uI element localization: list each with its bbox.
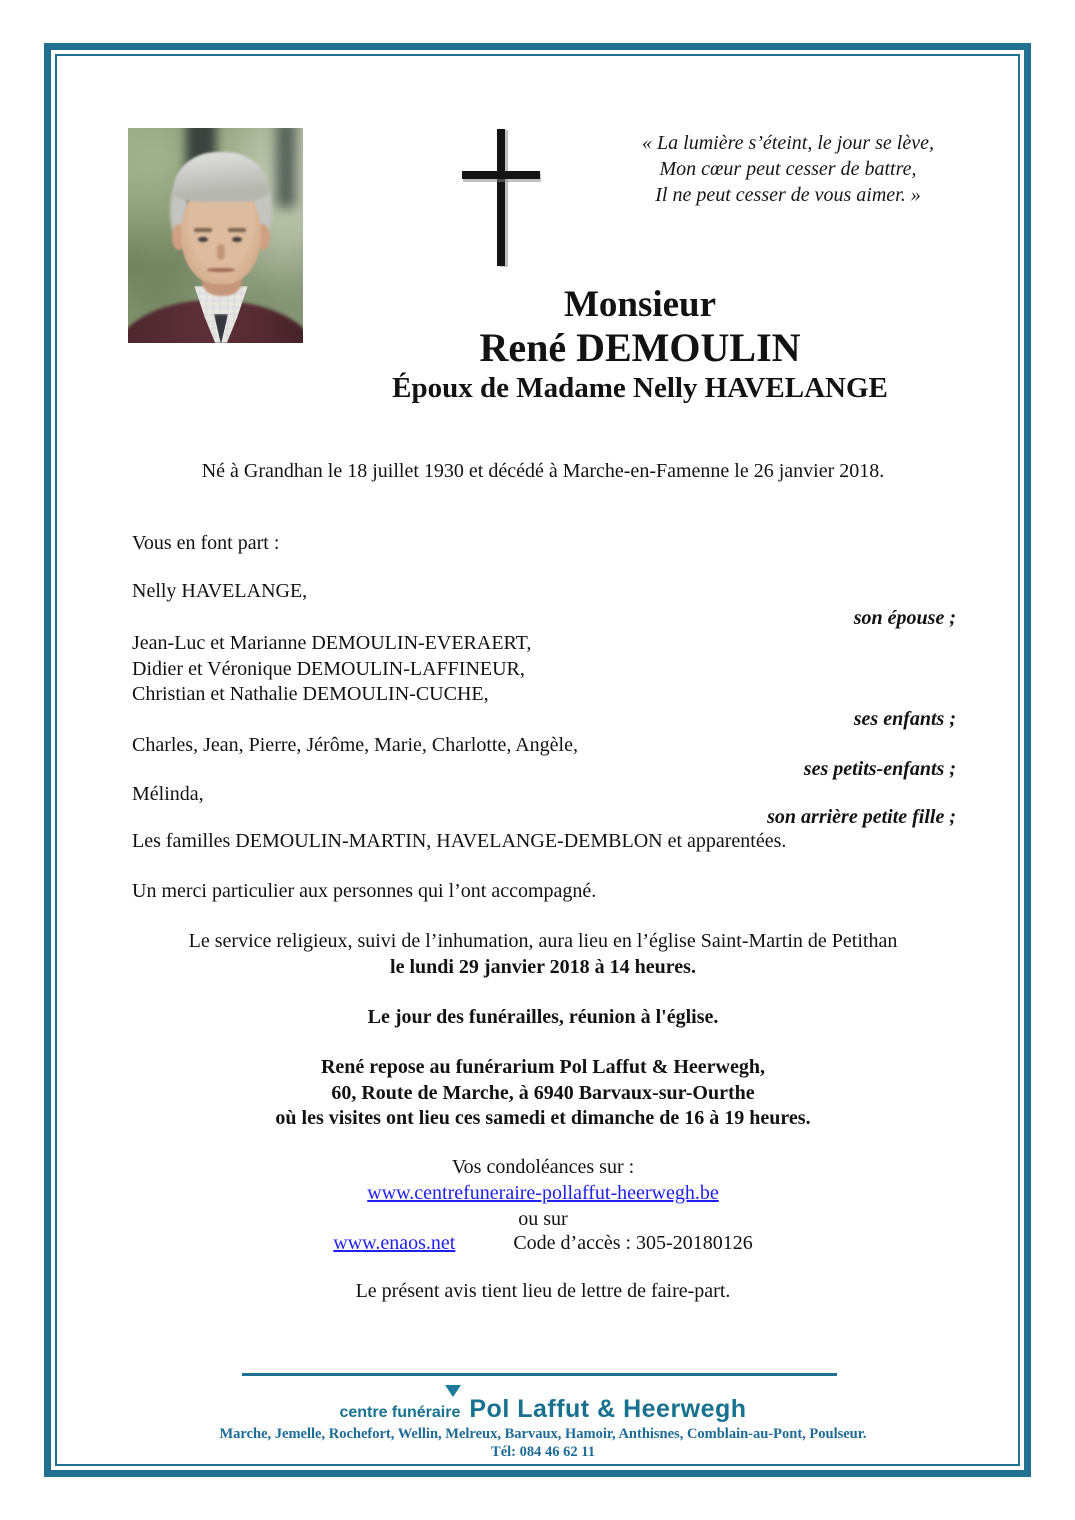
condolences-intro: Vos condoléances sur :	[451, 1156, 635, 1178]
service-line: Le service religieux, suivi de l’inhumation, aura lieu en l’église Saint-Martin de Petithan	[188, 930, 898, 952]
mourner-child: Christian et Nathalie DEMOULIN-CUCHE,	[132, 683, 489, 705]
service-date-line: le lundi 29 janvier 2018 à 14 heures.	[390, 956, 696, 978]
relation-great-grandchild: son arrière petite fille ;	[767, 806, 956, 828]
or-text: ou sur	[518, 1208, 568, 1230]
quote-line: « La lumière s’éteint, le jour se lève,	[642, 132, 934, 154]
website-link-primary[interactable]: www.centrefuneraire-pollaffut-heerwegh.be	[367, 1182, 719, 1204]
footer-divider	[242, 1373, 837, 1376]
access-code: Code d’accès : 305-20180126	[513, 1232, 753, 1254]
quote-line: Mon cœur peut cesser de battre,	[659, 158, 917, 180]
relation-children: ses enfants ;	[853, 708, 956, 730]
brand-prefix: centre funéraire	[339, 1404, 461, 1421]
mourner-child: Didier et Véronique DEMOULIN-LAFFINEUR,	[132, 658, 525, 680]
deceased-salutation: Monsieur	[563, 284, 717, 325]
brand-name: Pol Laffut & Heerwegh	[469, 1395, 747, 1423]
mourner-great-grandchild: Mélinda,	[132, 783, 204, 805]
mourner-child: Jean-Luc et Marianne DEMOULIN-EVERAERT,	[132, 632, 532, 654]
condolences-link-row	[61, 1181, 1025, 1205]
memorial-quote	[614, 130, 962, 208]
relation-wife: son épouse ;	[853, 607, 956, 629]
repose-address-line: 60, Route de Marche, à 6940 Barvaux-sur-Ourthe	[331, 1082, 755, 1104]
repose-visits-line: où les visites ont lieu ces samedi et dimanche de 16 à 19 heures.	[275, 1107, 811, 1129]
mourner-grandchildren: Charles, Jean, Pierre, Jérôme, Marie, Charlotte, Angèle,	[132, 734, 578, 756]
footer-locations: Marche, Jemelle, Rochefort, Wellin, Melreux, Barvaux, Hamoir, Anthisnes, Comblain-au-Pont, Poulseur.	[219, 1426, 867, 1442]
mourner-families: Les familles DEMOULIN-MARTIN, HAVELANGE-DEMBLON et apparentées.	[132, 830, 787, 852]
deceased-name: René DEMOULIN	[479, 325, 801, 370]
relation-grandchildren: ses petits-enfants ;	[803, 758, 956, 780]
meeting-line: Le jour des funérailles, réunion à l'église.	[367, 1006, 719, 1028]
thanks-line: Un merci particulier aux personnes qui l’ont accompagné.	[132, 880, 597, 902]
repose-line: René repose au funérarium Pol Laffut & Heerwegh,	[320, 1056, 765, 1078]
enaos-row	[61, 1231, 1025, 1255]
funeral-home-brand	[61, 1395, 1025, 1424]
deceased-title-block	[182, 284, 1075, 405]
vitals-line: Né à Grandhan le 18 juillet 1930 et décédé à Marche-en-Famenne le 26 janvier 2018.	[201, 460, 885, 482]
quote-line: Il ne peut cesser de vous aimer. »	[655, 184, 921, 206]
footer-phone: Tél: 084 46 62 11	[491, 1444, 595, 1460]
website-link-enaos[interactable]: www.enaos.net	[333, 1232, 456, 1254]
intro-line: Vous en font part :	[132, 532, 280, 554]
deceased-spouse-line: Époux de Madame Nelly HAVELANGE	[392, 372, 888, 404]
closing-line: Le présent avis tient lieu de lettre de faire-part.	[355, 1280, 731, 1302]
mourner-wife: Nelly HAVELANGE,	[132, 580, 308, 602]
